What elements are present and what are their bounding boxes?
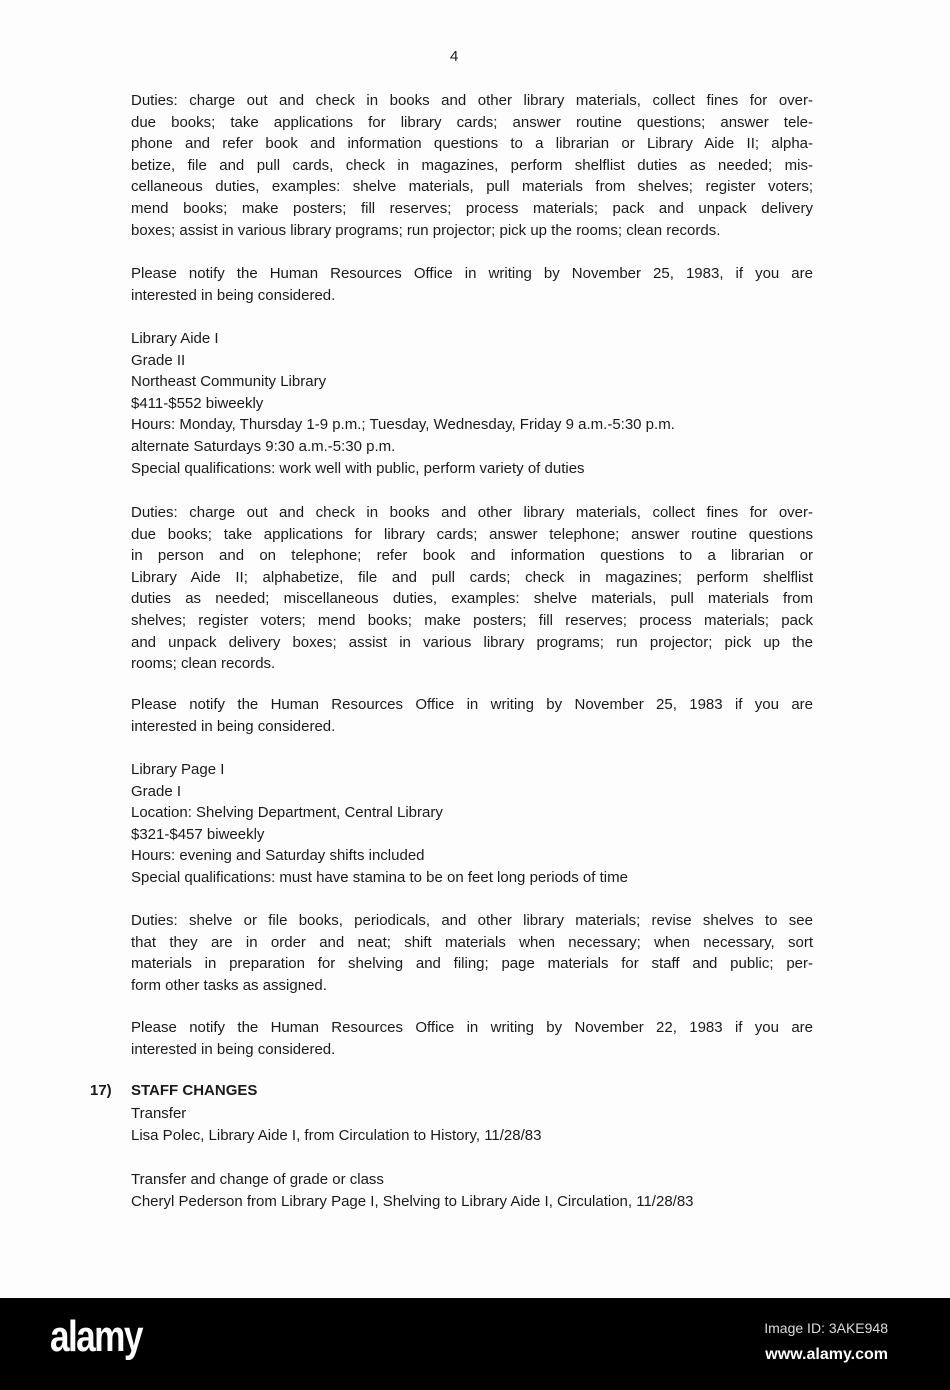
paragraph <box>131 910 813 996</box>
text-line: alternate Saturdays 9:30 a.m.-5:30 p.m. <box>131 437 396 455</box>
text-line: Duties: charge out and check in books and other library materials, collect fines for over- <box>131 504 813 521</box>
text-line: $411-$552 biweekly <box>131 394 264 412</box>
paragraph <box>131 328 813 479</box>
text-line: and unpack delivery boxes; assist in various library programs; run projector; pick up the <box>131 633 813 651</box>
text-line: Please notify the Human Resources Office in writing by November 22, 1983 if you are <box>131 1019 813 1036</box>
section-heading <box>90 1082 257 1099</box>
text-line: Hours: Monday, Thursday 1-9 p.m.; Tuesday, Wednesday, Friday 9 a.m.-5:30 p.m. <box>131 416 675 434</box>
text-line: Special qualifications: must have stamina to be on feet long periods of time <box>131 868 628 886</box>
paragraph <box>131 759 813 889</box>
text-line: interested in being considered. <box>131 1040 336 1058</box>
watermark-bar <box>0 1298 950 1390</box>
text-line: Northeast Community Library <box>131 373 327 391</box>
text-line: Special qualifications: work well with public, perform variety of duties <box>131 459 585 477</box>
alamy-logo: alamy <box>50 1312 142 1361</box>
text-line: Duties: shelve or file books, periodicals, and other library materials; revise shelves to see <box>131 912 813 929</box>
text-line: Grade II <box>131 351 186 369</box>
text-line: Grade I <box>131 782 182 800</box>
text-line: Please notify the Human Resources Office in writing by November 25, 1983 if you are <box>131 696 813 713</box>
text-line: betize, file and pull cards, check in magazines, perform shelflist duties as needed; mis- <box>131 156 813 174</box>
text-line: Library Aide I <box>131 330 219 347</box>
section-number: 17) <box>90 1082 112 1099</box>
paragraph <box>131 1103 813 1146</box>
text-line: due books; take applications for library cards; answer telephone; answer routine questions <box>131 525 813 543</box>
text-line: Please notify the Human Resources Office in writing by November 25, 1983, if you are <box>131 265 813 282</box>
text-line: form other tasks as assigned. <box>131 976 327 994</box>
image-id: Image ID: 3AKE948 <box>764 1320 888 1336</box>
text-line: phone and refer book and information questions to a librarian or Library Aide II; alpha- <box>131 135 813 153</box>
text-line: $321-$457 biweekly <box>131 825 265 843</box>
text-line: in person and on telephone; refer book and information questions to a librarian or <box>131 547 813 565</box>
text-line: Cheryl Pederson from Library Page I, Shelving to Library Aide I, Circulation, 11/28/83 <box>131 1192 694 1210</box>
text-line: Transfer <box>131 1105 187 1122</box>
paragraph <box>131 694 813 737</box>
text-line: due books; take applications for library cards; answer routine questions; answer tele- <box>131 113 813 131</box>
section-title: STAFF CHANGES <box>131 1082 258 1099</box>
text-line: that they are in order and neat; shift materials when necessary; when necessary, sort <box>131 933 813 951</box>
text-line: boxes; assist in various library programs; run projector; pick up the rooms; clean records. <box>131 221 721 239</box>
text-line: duties as needed; miscellaneous duties, examples: shelve materials, pull materials from <box>131 590 813 608</box>
paragraph <box>131 502 813 675</box>
text-line: interested in being considered. <box>131 717 336 735</box>
paragraph <box>131 90 813 241</box>
text-line: interested in being considered. <box>131 286 336 304</box>
text-line: shelves; register voters; mend books; make posters; fill reserves; process materials; pack <box>131 611 813 629</box>
text-line: mend books; make posters; fill reserves; process materials; pack and unpack delivery <box>131 199 813 217</box>
text-line: materials in preparation for shelving and filing; page materials for staff and public; per- <box>131 955 813 973</box>
text-line: Transfer and change of grade or class <box>131 1171 384 1188</box>
paragraph <box>131 1169 813 1212</box>
text-line: Location: Shelving Department, Central Library <box>131 804 443 822</box>
watermark-url: www.alamy.com <box>765 1346 888 1363</box>
text-line: Hours: evening and Saturday shifts included <box>131 847 425 865</box>
text-line: Lisa Polec, Library Aide I, from Circulation to History, 11/28/83 <box>131 1126 542 1144</box>
text-line: Library Page I <box>131 761 225 778</box>
page-number: 4 <box>450 48 459 65</box>
paragraph <box>131 1017 813 1060</box>
text-line: rooms; clean records. <box>131 655 276 673</box>
text-line: cellaneous duties, examples: shelve materials, pull materials from shelves; register voters; <box>131 178 813 196</box>
paragraph <box>131 263 813 306</box>
text-line: Library Aide II; alphabetize, file and pull cards; check in magazines; perform shelflist <box>131 568 813 586</box>
text-line: Duties: charge out and check in books and other library materials, collect fines for over- <box>131 92 813 109</box>
